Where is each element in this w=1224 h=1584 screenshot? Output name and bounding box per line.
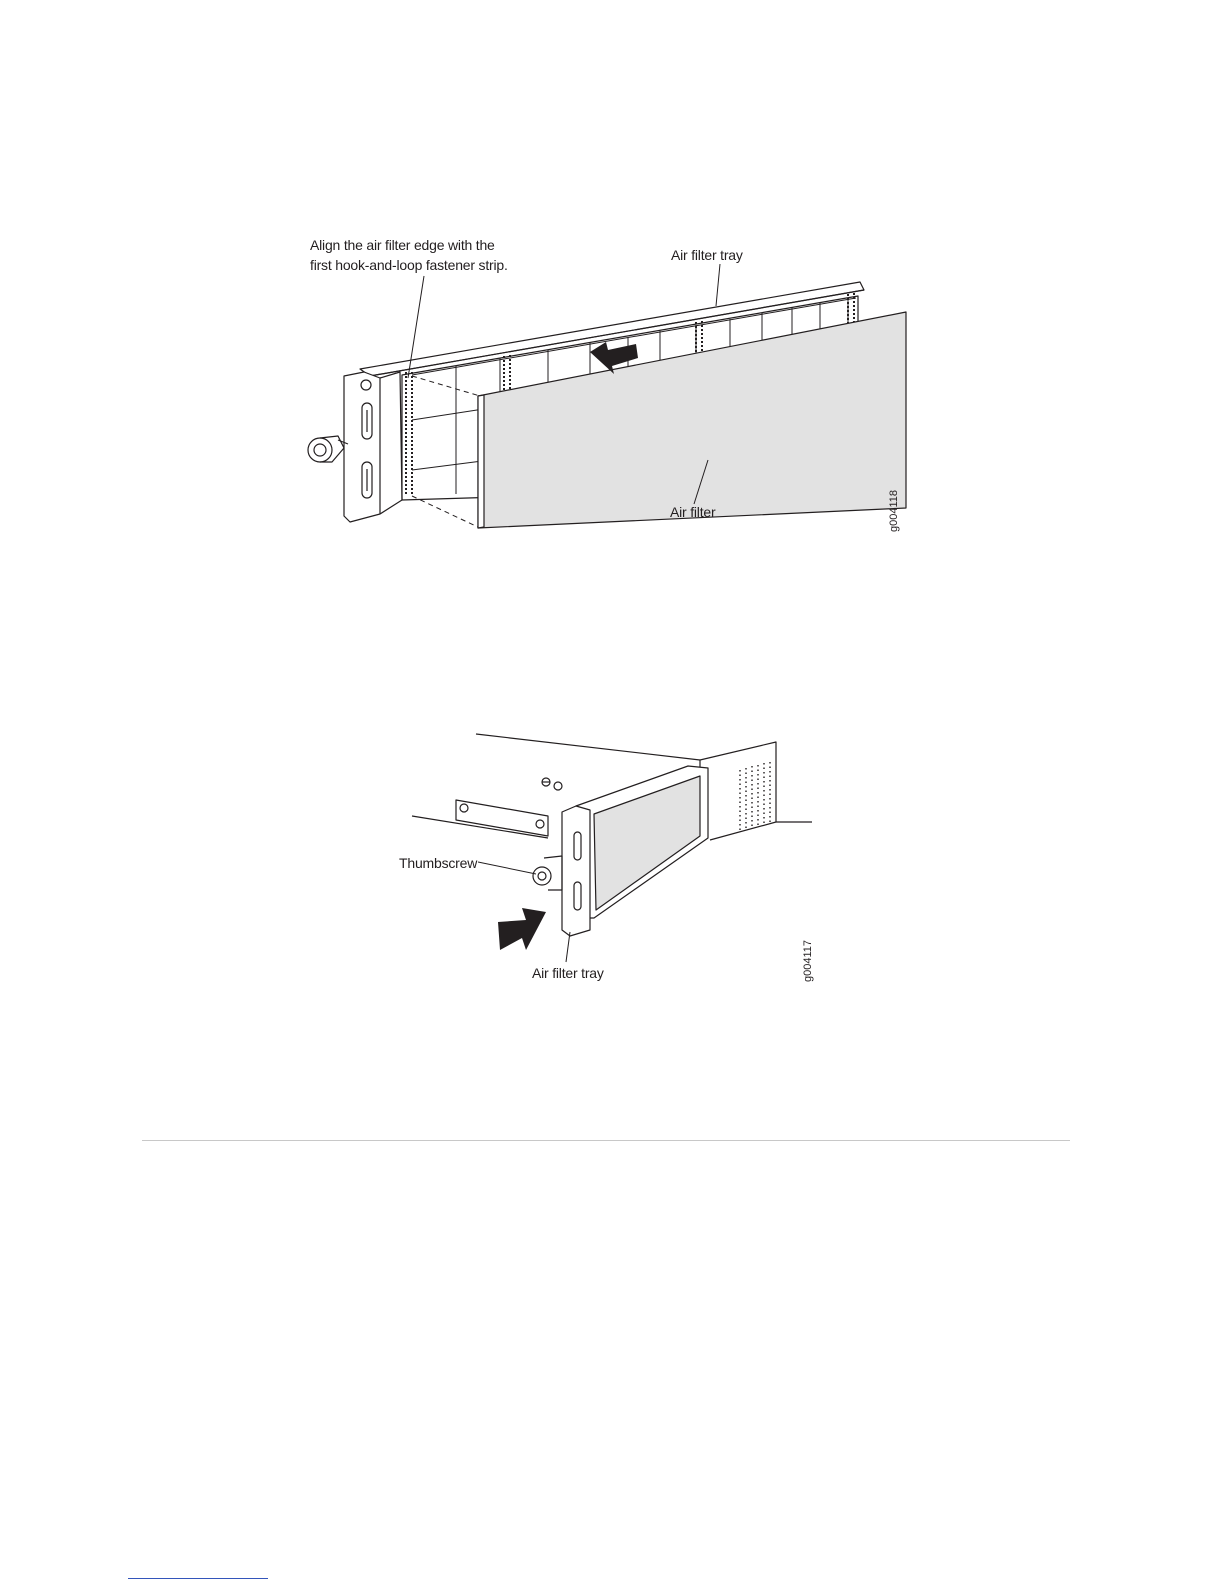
section-divider [142, 1140, 1070, 1141]
leader-tray [716, 264, 720, 306]
callout-air-filter-tray: Air filter tray [671, 247, 743, 263]
callout-thumbscrew: Thumbscrew [399, 855, 478, 871]
figure-id-2: g004117 [802, 939, 814, 982]
ground-lug-icon [542, 778, 562, 790]
leader-thumbscrew [478, 862, 536, 874]
figure-air-filter-insert [0, 0, 1224, 560]
callout-air-filter: Air filter [670, 504, 716, 520]
leader-tray-2 [566, 932, 570, 962]
air-filter-tray-front [562, 766, 708, 936]
thumbscrew-icon [308, 436, 348, 462]
vent-grid [740, 762, 770, 832]
thumbscrew-icon-2 [533, 856, 562, 890]
callout-align-line1: Align the air filter edge with the [310, 237, 495, 253]
push-arrow-icon [498, 908, 546, 950]
mounting-bracket [412, 800, 548, 838]
figure-id-1: g004118 [888, 489, 900, 532]
figure-tray-install [0, 700, 1224, 1000]
callout-air-filter-tray-2: Air filter tray [532, 965, 604, 981]
footer-link-underline[interactable] [128, 1578, 268, 1579]
callout-align-line2: first hook-and-loop fastener strip. [310, 257, 508, 273]
tray-front-bracket [344, 372, 402, 522]
